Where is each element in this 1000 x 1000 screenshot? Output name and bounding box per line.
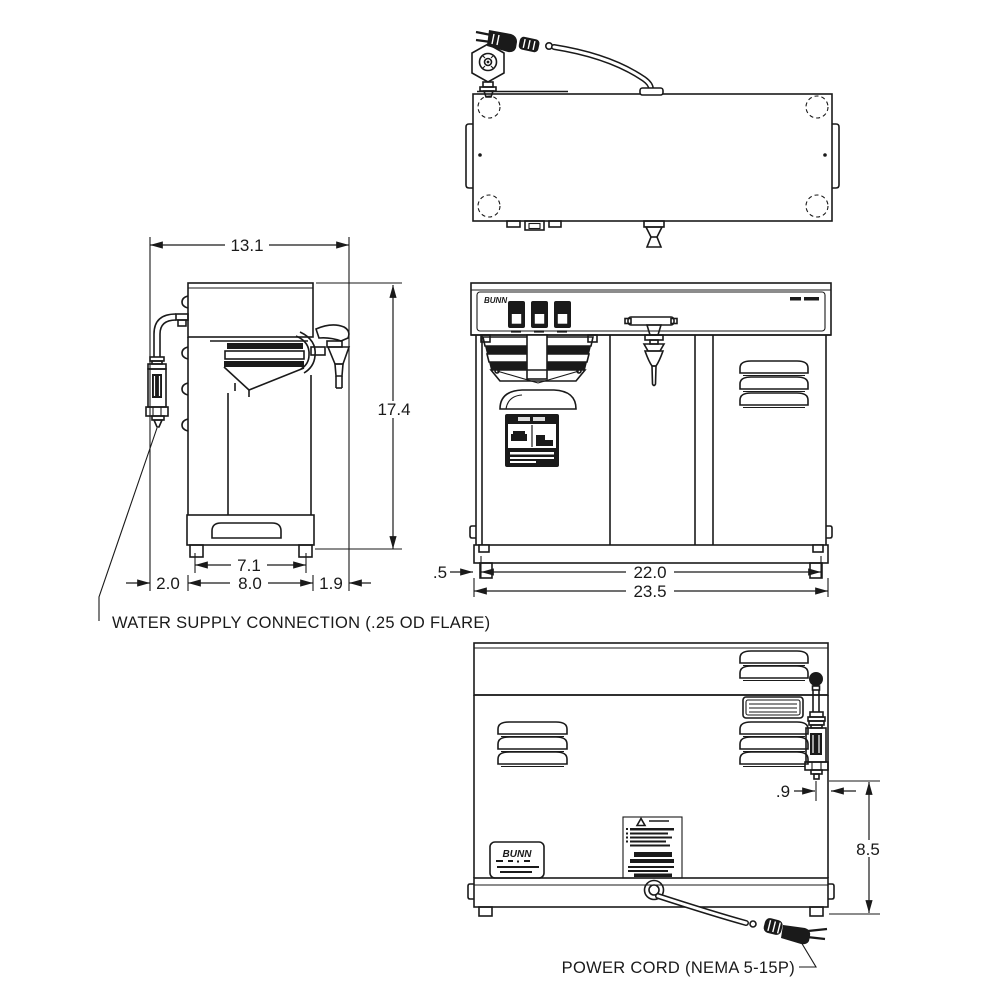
front-right-leg: [810, 563, 822, 578]
warning-label: [623, 817, 682, 878]
switch-3: [554, 301, 571, 332]
power-plug-icon-rear: [781, 925, 810, 944]
dim-leg-inset: .5: [432, 563, 448, 582]
brew-funnel-side: [210, 341, 308, 397]
corner-vent-holes: [478, 96, 828, 217]
dim-inlet-side-offset: .9: [775, 782, 791, 801]
switch-1: [508, 301, 525, 332]
funnel-handle: [527, 335, 547, 379]
switch-2: [531, 301, 548, 332]
side-view-dimensions: [126, 236, 414, 593]
water-inlet-fitting-top: [472, 44, 504, 97]
model-text-mark: [790, 297, 819, 301]
power-cord-rear: [645, 881, 828, 968]
rear-view: [468, 643, 834, 967]
side-view: [99, 283, 349, 621]
left-side-bump: [466, 124, 473, 188]
top-view: [466, 30, 839, 247]
dim-base-inner-depth: 7.1: [237, 556, 261, 575]
tank-side: [188, 283, 313, 337]
right-side-bump: [832, 124, 839, 188]
dim-leg-span: 22.0: [633, 563, 667, 582]
dim-overall-height: 17.4: [377, 400, 411, 419]
server-dome: [500, 390, 576, 409]
base-rear: [474, 878, 828, 907]
front-view: [470, 283, 832, 578]
dim-base-depth: 8.0: [238, 574, 262, 593]
faucet-top-icon: [644, 221, 664, 247]
power-switches: [508, 301, 571, 332]
base-front: [474, 545, 828, 563]
rear-view-dimensions: [776, 781, 889, 914]
power-cord-top: [554, 47, 651, 91]
front-louvers: [740, 361, 808, 408]
dim-rear-clearance: 2.0: [156, 574, 180, 593]
water-supply-leader: [99, 428, 157, 621]
rear-right-vents: [740, 697, 808, 767]
water-filter-icon: [146, 314, 188, 427]
base-side: [187, 515, 314, 545]
rear-band-louvers: [740, 651, 808, 681]
switch-tabs-top: [507, 221, 561, 230]
dim-overall-depth: 13.1: [230, 236, 264, 255]
dim-inlet-height: 8.5: [856, 840, 880, 859]
instruction-label: [505, 414, 559, 467]
power-cord-leader: [799, 942, 816, 967]
label-power-cord: POWER CORD (NEMA 5-15P): [561, 959, 795, 977]
brand-logo-plate: BUNN: [502, 849, 532, 860]
front-left-leg: [480, 563, 492, 578]
dim-front-overhang: 1.9: [319, 574, 343, 593]
brand-logo-front: BUNN: [484, 296, 508, 305]
dim-overall-width: 23.5: [633, 582, 667, 601]
faucet-front-icon: [625, 317, 677, 386]
rear-left-louvers: [498, 722, 567, 767]
brew-funnel-front: [481, 335, 597, 409]
label-water-supply: WATER SUPPLY CONNECTION (.25 OD FLARE): [112, 614, 491, 632]
data-plate: [490, 842, 544, 878]
